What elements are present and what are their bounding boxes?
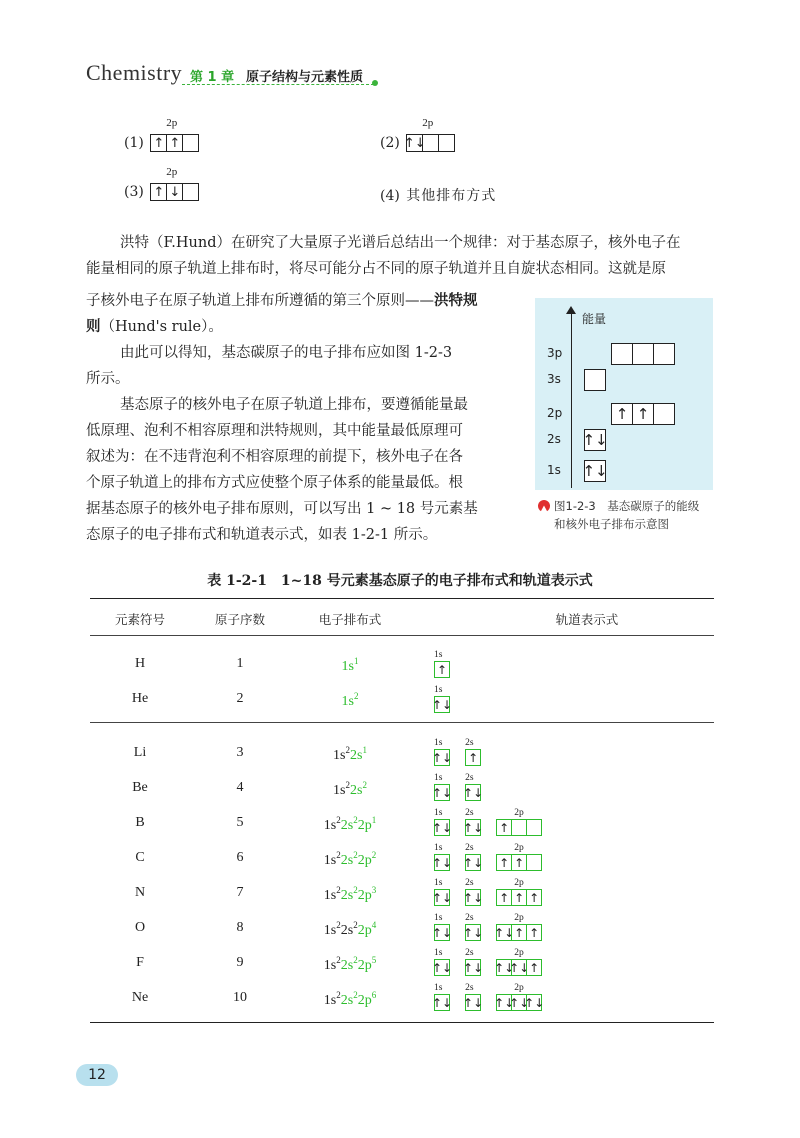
cell-atomic-number: 10 — [233, 990, 247, 1005]
cell-configuration — [290, 850, 410, 869]
mini-orbital-2s — [463, 913, 484, 941]
table-group-rule — [90, 722, 714, 723]
mini-orbital-1s — [431, 878, 453, 906]
figure-energy-levels — [535, 298, 713, 490]
term-hund-rule: 洪特规 — [434, 292, 478, 309]
mini-cell — [526, 854, 542, 871]
cfg-2p: 2p — [357, 888, 372, 903]
mini-cell: ↑↓ — [463, 890, 484, 905]
option-4-number: (4) — [380, 188, 400, 204]
mini-label: 2p — [514, 878, 524, 888]
cell-symbol: Li — [133, 745, 147, 760]
cfg-exp: 2 — [371, 850, 377, 860]
cfg-2s: 2s — [350, 748, 363, 763]
cfg-exp: 2 — [336, 955, 341, 965]
mini-cell: ↑↓ — [494, 960, 515, 975]
orbital-cell: ↑↓ — [582, 462, 608, 480]
mini-cell: ↑↓ — [463, 960, 484, 975]
cfg-1s: 1s — [333, 748, 346, 763]
mini-cell: ↑↓ — [431, 750, 453, 765]
cfg-exp: 6 — [371, 990, 377, 1000]
mini-label: 2s — [465, 773, 474, 783]
mini-label: 2s — [465, 738, 474, 748]
orbital-cell: ↑↓ — [403, 135, 426, 151]
orbital-cell: ↑↓ — [582, 431, 608, 449]
mini-cell: ↑↓ — [431, 995, 453, 1010]
cell-configuration — [290, 815, 410, 834]
mini-orbital-2s — [463, 878, 484, 906]
cfg-2p: 2p — [357, 853, 372, 868]
paragraph-line: 低原理、泡利不相容原理和洪特规则，其中能量最低原理可 — [86, 423, 463, 439]
cell-configuration — [290, 691, 410, 710]
option-3 — [124, 166, 199, 201]
mini-label: 2s — [465, 843, 474, 853]
header-element-symbol: 元素符号 — [114, 612, 165, 627]
cfg-exp: 2 — [353, 990, 358, 1000]
cfg-2s: 2s — [340, 888, 354, 903]
cfg-exp: 2 — [336, 885, 341, 895]
cfg-exp: 1 — [362, 745, 367, 755]
level-label-1s: 1s — [547, 463, 561, 477]
mini-cell: ↑↓ — [463, 820, 484, 835]
option-2 — [380, 117, 455, 152]
option-1-orbital-boxes — [150, 134, 199, 152]
cell-orbital-diagram — [431, 983, 552, 1011]
mini-cell: ↑↓ — [463, 925, 484, 940]
orbital-cell — [584, 369, 606, 391]
cfg-1s: 1s — [323, 853, 337, 868]
mini-cell: ↑ — [434, 661, 450, 678]
energy-axis — [571, 312, 572, 488]
cell-atomic-number: 6 — [236, 850, 244, 865]
option-3-orbital-boxes — [150, 183, 199, 201]
mini-cell: ↑ — [496, 889, 512, 906]
paragraph-line — [86, 314, 223, 340]
cell-orbital-diagram — [431, 913, 552, 941]
mini-orbital-1s — [431, 738, 453, 766]
cfg-1s: 1s — [341, 694, 354, 709]
header-subject: Chemistry — [86, 60, 183, 85]
figure-caption-line1: 图1-2-3 基态碳原子的能级 — [554, 499, 700, 513]
cfg-2p: 2p — [357, 993, 372, 1008]
cfg-2s: 2s — [340, 958, 354, 973]
header-dot — [372, 80, 378, 86]
mini-cell: ↑ — [526, 889, 542, 906]
mini-orbital-1s — [431, 773, 453, 801]
level-label-2s: 2s — [547, 432, 561, 446]
mini-cell: ↑ — [526, 959, 542, 976]
mini-label: 2s — [465, 878, 474, 888]
cfg-exp: 2 — [353, 850, 358, 860]
level-boxes-2s — [582, 429, 608, 451]
cfg-exp: 2 — [345, 780, 350, 790]
cfg-exp: 2 — [353, 955, 358, 965]
cfg-2p: 2p — [357, 958, 372, 973]
mini-cell: ↑↓ — [431, 890, 453, 905]
cfg-2s: 2s — [350, 783, 363, 798]
paragraph-line: 基态原子的核外电子在原子轨道上排布，要遵循能量最 — [120, 397, 468, 413]
energy-axis-arrow-icon — [566, 306, 576, 314]
cell-atomic-number: 8 — [236, 920, 244, 935]
cfg-exp: 2 — [362, 780, 367, 790]
option-2-orbital-label: 2p — [422, 117, 434, 129]
mini-orbital-2s — [463, 983, 484, 1011]
paragraph-text: （Hund's rule）。 — [100, 319, 223, 335]
cfg-1s: 1s — [333, 783, 346, 798]
energy-axis-label: 能量 — [582, 312, 607, 326]
header-orbital-diagram: 轨道表示式 — [555, 612, 619, 627]
mini-orbital-2p — [496, 913, 542, 941]
mini-cell: ↑↓ — [524, 995, 545, 1010]
cell-atomic-number: 9 — [236, 955, 244, 970]
mini-cell: ↑ — [465, 749, 481, 766]
cfg-exp: 2 — [336, 920, 341, 930]
cfg-exp: 2 — [336, 850, 341, 860]
cell-orbital-diagram — [431, 843, 552, 871]
mini-cell: ↑ — [496, 854, 512, 871]
orbital-cell — [653, 403, 675, 425]
cell-configuration — [290, 955, 410, 974]
option-2-orbital-boxes — [403, 134, 455, 152]
mini-label: 2p — [514, 913, 524, 923]
mini-label: 1s — [434, 685, 443, 695]
mini-label: 1s — [434, 773, 443, 783]
cfg-1s: 1s — [341, 659, 354, 674]
mini-cell: ↑↓ — [431, 785, 453, 800]
mini-cell — [526, 819, 542, 836]
mini-label: 1s — [434, 983, 443, 993]
cell-symbol: Ne — [131, 990, 149, 1005]
paragraph-line: 态原子的电子排布式和轨道表示式，如表 1-2-1 所示。 — [86, 527, 438, 543]
table-top-rule — [90, 598, 714, 599]
cell-orbital-diagram — [431, 948, 552, 976]
cell-orbital-diagram — [431, 685, 460, 713]
mini-label: 2s — [465, 948, 474, 958]
orbital-cell — [632, 343, 654, 365]
cell-configuration — [290, 656, 410, 675]
cfg-exp: 2 — [353, 691, 359, 701]
mini-label: 1s — [434, 738, 443, 748]
orbital-cell — [611, 343, 633, 365]
mini-cell: ↑ — [511, 854, 527, 871]
orbital-cell — [438, 134, 455, 152]
cfg-2p: 2p — [357, 818, 372, 833]
figure-caption-line2: 和核外电子排布示意图 — [554, 517, 669, 531]
mini-label: 2p — [514, 808, 524, 818]
cell-configuration — [290, 990, 410, 1009]
paragraph-text: 子核外电子在原子轨道上排布所遵循的第三个原则—— — [86, 293, 434, 309]
mini-cell: ↑ — [526, 924, 542, 941]
mini-cell: ↑↓ — [494, 925, 515, 940]
mini-label: 1s — [434, 808, 443, 818]
mini-cell: ↑↓ — [509, 960, 530, 975]
orbital-cell: ↑ — [166, 134, 183, 152]
level-label-3p: 3p — [547, 346, 563, 360]
cell-orbital-diagram — [431, 773, 491, 801]
orbital-cell: ↓ — [166, 183, 183, 201]
paragraph-line: 由此可以得知，基态碳原子的电子排布应如图 1-2-3 — [120, 345, 453, 361]
cell-configuration — [290, 920, 410, 939]
mini-label: 2p — [514, 948, 524, 958]
cfg-exp: 1 — [353, 656, 359, 666]
orbital-cell: ↑ — [632, 403, 654, 425]
cfg-exp: 2 — [353, 815, 358, 825]
cell-orbital-diagram — [431, 738, 491, 766]
cell-symbol: C — [135, 850, 145, 865]
cell-configuration — [290, 885, 410, 904]
orbital-cell: ↑ — [611, 403, 633, 425]
mini-cell: ↑↓ — [463, 855, 484, 870]
level-label-3s: 3s — [547, 372, 561, 386]
cell-symbol: F — [136, 955, 144, 970]
cell-configuration — [290, 745, 410, 764]
mini-cell: ↑↓ — [431, 697, 453, 712]
cell-atomic-number: 2 — [236, 691, 244, 706]
mini-label: 2s — [465, 983, 474, 993]
cell-atomic-number: 3 — [236, 745, 244, 760]
mini-orbital-2p — [496, 808, 542, 836]
cfg-2s: 2s — [340, 853, 354, 868]
cfg-1s: 1s — [323, 993, 337, 1008]
paragraph-line: 能量相同的原子轨道上排布时，将尽可能分占不同的原子轨道并且自旋状态相同。这就是原 — [86, 261, 666, 277]
mini-label: 1s — [434, 843, 443, 853]
mini-cell: ↑↓ — [431, 855, 453, 870]
cfg-exp: 2 — [353, 920, 358, 930]
mini-label: 2p — [514, 843, 524, 853]
mini-orbital-2p — [496, 843, 542, 871]
mini-cell — [511, 819, 527, 836]
mini-cell: ↑↓ — [463, 785, 484, 800]
mini-orbital-1s — [431, 843, 453, 871]
mini-orbital-1s — [431, 808, 453, 836]
mini-orbital-2s — [463, 808, 484, 836]
cell-orbital-diagram — [431, 808, 552, 836]
option-1-orbital-label: 2p — [166, 117, 178, 129]
paragraph-line: 据基态原子的核外电子排布原则，可以写出 1 ~ 18 号元素基 — [86, 501, 478, 517]
mini-label: 2s — [465, 913, 474, 923]
cfg-exp: 2 — [336, 815, 341, 825]
cfg-1s: 1s — [323, 818, 337, 833]
mini-label: 2s — [465, 808, 474, 818]
mini-cell: ↑ — [496, 819, 512, 836]
mini-orbital-1s — [431, 913, 453, 941]
mini-orbital-1s — [431, 685, 453, 713]
cell-configuration — [290, 780, 410, 799]
cfg-exp: 5 — [371, 955, 377, 965]
paragraph-line: 叙述为：在不违背泡利不相容原理的前提下，核外电子在各 — [86, 449, 463, 465]
cfg-exp: 2 — [345, 745, 350, 755]
mini-cell: ↑ — [511, 924, 527, 941]
orbital-cell — [653, 343, 675, 365]
mini-orbital-1s — [431, 948, 453, 976]
mini-label: 1s — [434, 948, 443, 958]
cell-atomic-number: 5 — [236, 815, 244, 830]
cell-orbital-diagram — [431, 878, 552, 906]
paragraph-line: 个原子轨道上的排布方式应使整个原子体系的能量最低。根 — [86, 475, 463, 491]
mini-label: 1s — [434, 878, 443, 888]
option-4-text: 其他排布方式 — [406, 188, 497, 204]
mini-orbital-2p — [494, 983, 545, 1011]
mini-cell: ↑↓ — [431, 960, 453, 975]
option-4 — [380, 185, 496, 205]
orbital-cell — [182, 183, 199, 201]
paragraph-line: 所示。 — [86, 371, 130, 387]
cell-symbol: He — [131, 691, 149, 706]
cell-symbol: O — [134, 920, 146, 935]
level-boxes-2p — [612, 403, 675, 425]
header-chapter-title: 原子结构与元素性质 — [246, 70, 364, 85]
cell-symbol: H — [134, 656, 146, 671]
cell-atomic-number: 7 — [236, 885, 244, 900]
mini-cell: ↑↓ — [431, 820, 453, 835]
cell-symbol: B — [135, 815, 145, 830]
mini-cell: ↑↓ — [494, 995, 515, 1010]
table-bottom-rule — [90, 1022, 714, 1023]
table-title: 表 1-2-1 1~18 号元素基态原子的电子排布式和轨道表示式 — [207, 573, 593, 589]
orbital-cell — [182, 134, 199, 152]
mini-label: 1s — [434, 913, 443, 923]
level-boxes-1s — [582, 460, 608, 482]
mini-label: 2p — [514, 983, 524, 993]
cell-atomic-number: 1 — [236, 656, 244, 671]
orbital-cell — [422, 134, 439, 152]
option-1-number: (1) — [124, 135, 144, 151]
cfg-1s: 1s — [323, 958, 337, 973]
page-number: 12 — [76, 1064, 118, 1086]
cfg-2s: 2s — [340, 923, 354, 938]
cfg-2s: 2s — [340, 818, 354, 833]
option-1 — [124, 117, 199, 152]
mini-label: 1s — [434, 650, 443, 660]
option-3-orbital-label: 2p — [166, 166, 178, 178]
figure-marker-icon — [538, 500, 550, 512]
level-boxes-3s — [585, 369, 606, 391]
mini-orbital-1s — [434, 650, 450, 678]
header-chapter: 第 1 章 — [190, 70, 235, 85]
mini-orbital-1s — [431, 983, 453, 1011]
header-atomic-number: 原子序数 — [214, 612, 265, 627]
mini-orbital-2p — [496, 948, 542, 976]
header-electron-configuration: 电子排布式 — [318, 612, 382, 627]
cfg-1s: 1s — [323, 888, 337, 903]
cfg-2p: 2p — [357, 923, 372, 938]
mini-orbital-2s — [463, 843, 484, 871]
paragraph-line — [86, 288, 478, 314]
cfg-exp: 4 — [371, 920, 377, 930]
cfg-exp: 3 — [371, 885, 377, 895]
cell-symbol: Be — [132, 780, 148, 795]
mini-orbital-2s — [463, 948, 484, 976]
option-3-number: (3) — [124, 184, 144, 200]
option-2-number: (2) — [380, 135, 400, 151]
cfg-1s: 1s — [323, 923, 337, 938]
level-boxes-3p — [612, 343, 675, 365]
mini-orbital-2s — [463, 773, 484, 801]
cell-symbol: N — [134, 885, 146, 900]
mini-orbital-2p — [496, 878, 542, 906]
cfg-exp: 1 — [371, 815, 377, 825]
table-header-rule — [90, 635, 714, 636]
mini-cell: ↑↓ — [509, 995, 530, 1010]
mini-cell: ↑↓ — [431, 925, 453, 940]
header-divider — [182, 84, 374, 86]
orbital-cell: ↑ — [150, 134, 167, 152]
cfg-exp: 2 — [353, 885, 358, 895]
mini-cell: ↑↓ — [463, 995, 484, 1010]
cell-orbital-diagram — [434, 650, 460, 678]
cfg-exp: 2 — [336, 990, 341, 1000]
orbital-cell: ↑ — [150, 183, 167, 201]
term-hund-rule-end: 则 — [86, 318, 101, 335]
level-label-2p: 2p — [547, 406, 563, 420]
mini-orbital-2s — [465, 738, 481, 766]
paragraph-line: 洪特（F.Hund）在研究了大量原子光谱后总结出一个规律：对于基态原子，核外电子在 — [120, 235, 681, 251]
cell-atomic-number: 4 — [236, 780, 244, 795]
mini-cell: ↑ — [511, 889, 527, 906]
cfg-2s: 2s — [340, 993, 354, 1008]
